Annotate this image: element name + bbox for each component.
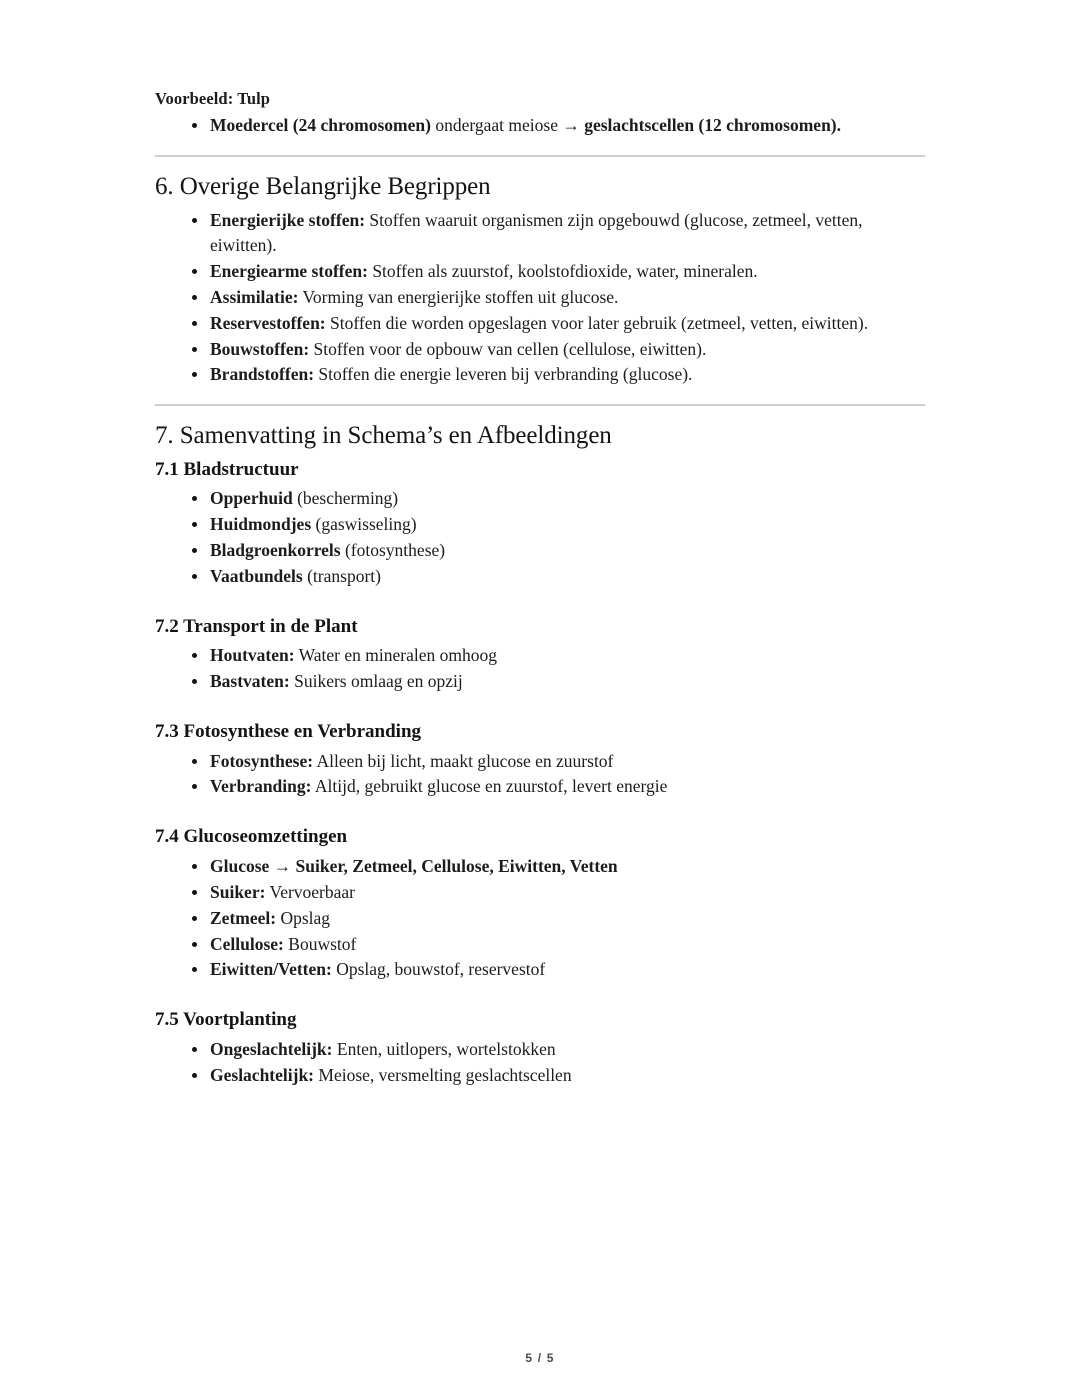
section-divider bbox=[155, 155, 925, 157]
section-6-bullet-list bbox=[155, 208, 930, 387]
list-item-term: Huidmondjes bbox=[210, 514, 312, 535]
list-item-term: Cellulose: bbox=[210, 933, 284, 954]
list-item-text: (bescherming) bbox=[292, 488, 399, 509]
list-item bbox=[192, 1037, 930, 1062]
subsection-bullet-list bbox=[155, 486, 930, 588]
intro-bullet-list bbox=[155, 113, 930, 138]
list-item-term: Opperhuid bbox=[210, 488, 293, 509]
subsection-bullet-list bbox=[155, 1037, 930, 1088]
list-item-text: ondergaat meiose → bbox=[430, 115, 585, 136]
list-item-term: Bladgroenkorrels bbox=[210, 539, 341, 560]
list-item-term: Fotosynthese: bbox=[210, 750, 314, 771]
list-item-tail: . bbox=[836, 115, 842, 136]
list-item-term: Reservestoffen: bbox=[210, 312, 326, 333]
page-number-footer: 5 / 5 bbox=[525, 1351, 555, 1365]
list-item-text: Bouwstof bbox=[283, 933, 357, 954]
list-item-term: Zetmeel: bbox=[210, 907, 277, 928]
list-item-text: Opslag bbox=[276, 907, 331, 928]
subsection-heading: 7.3 Fotosynthese en Verbranding bbox=[155, 720, 422, 742]
list-item bbox=[192, 932, 930, 957]
list-item-term: Houtvaten: bbox=[210, 645, 295, 666]
list-item bbox=[192, 311, 930, 336]
list-item bbox=[192, 113, 930, 138]
list-item bbox=[192, 538, 930, 563]
voorbeeld-label: Voorbeeld: Tulp bbox=[155, 89, 271, 108]
list-item-term: Energierijke stoffen: bbox=[210, 210, 366, 231]
subsection-7-3 bbox=[155, 720, 930, 799]
list-item-text: (fotosynthese) bbox=[340, 539, 446, 560]
list-item-term: Verbranding: bbox=[210, 776, 312, 797]
list-item-text: Stoffen voor de opbouw van cellen (cellulose, eiwitten). bbox=[309, 338, 707, 359]
list-item-text: Altijd, gebruikt glucose en zuurstof, levert energie bbox=[311, 776, 668, 797]
subsection-7-2 bbox=[155, 615, 930, 694]
list-item-text: Stoffen waaruit organismen zijn opgebouwd (glucose, zetmeel, vetten, eiwitten). bbox=[210, 210, 863, 256]
list-item bbox=[192, 362, 930, 387]
list-item-text: Meiose, versmelting geslachtscellen bbox=[314, 1064, 572, 1085]
list-item-term: Bastvaten: bbox=[210, 671, 290, 692]
list-item bbox=[192, 564, 930, 589]
subsection-heading: 7.2 Transport in de Plant bbox=[155, 615, 358, 637]
page-content bbox=[155, 88, 930, 1089]
subsection-heading: 7.1 Bladstructuur bbox=[155, 458, 299, 480]
list-item-text: Stoffen als zuurstof, koolstofdioxide, water, mineralen. bbox=[367, 261, 758, 282]
list-item bbox=[192, 854, 930, 879]
list-item-term: Geslachtelijk: bbox=[210, 1064, 315, 1085]
list-item-text: Opslag, bouwstof, reservestof bbox=[331, 959, 546, 980]
list-item-term: Bouwstoffen: bbox=[210, 338, 310, 359]
subsection-bullet-list bbox=[155, 749, 930, 800]
section-divider bbox=[155, 404, 925, 406]
list-item bbox=[192, 880, 930, 905]
list-item bbox=[192, 337, 930, 362]
list-item-text: Water en mineralen omhoog bbox=[294, 645, 497, 666]
list-item-term: Assimilatie: bbox=[210, 286, 299, 307]
subsection-bullet-list bbox=[155, 854, 930, 982]
list-item bbox=[192, 259, 930, 284]
list-item-term: Glucose → Suiker, Zetmeel, Cellulose, Eiwitten, Vetten bbox=[210, 856, 618, 877]
list-item bbox=[192, 749, 930, 774]
list-item bbox=[192, 774, 930, 799]
list-item-text: Stoffen die worden opgeslagen voor later gebruik (zetmeel, vetten, eiwitten). bbox=[325, 312, 869, 333]
list-item-term: Eiwitten/Vetten: bbox=[210, 959, 332, 980]
list-item-term: Moedercel (24 chromosomen) bbox=[210, 115, 431, 136]
list-item bbox=[192, 643, 930, 668]
page-title-section-7: 7. Samenvatting in Schema’s en Afbeeldingen bbox=[155, 422, 612, 450]
list-item-text: Stoffen die energie leveren bij verbranding (glucose). bbox=[314, 364, 693, 385]
list-item-term: Suiker: bbox=[210, 881, 266, 902]
list-item bbox=[192, 208, 930, 258]
page-title-section-6: 6. Overige Belangrijke Begrippen bbox=[155, 173, 491, 201]
subsection-heading: 7.5 Voortplanting bbox=[155, 1009, 297, 1031]
list-item bbox=[192, 285, 930, 310]
subsection-heading: 7.4 Glucoseomzettingen bbox=[155, 826, 348, 848]
list-item bbox=[192, 512, 930, 537]
list-item bbox=[192, 1063, 930, 1088]
list-item-text: Alleen bij licht, maakt glucose en zuurstof bbox=[313, 750, 614, 771]
list-item-text: Enten, uitlopers, wortelstokken bbox=[332, 1038, 556, 1059]
subsection-bullet-list bbox=[155, 643, 930, 694]
subsection-7-4 bbox=[155, 825, 930, 982]
list-item-term-secondary: geslachtscellen (12 chromosomen) bbox=[584, 115, 837, 136]
subsection-7-5 bbox=[155, 1008, 930, 1087]
list-item-text: Vervoerbaar bbox=[265, 881, 355, 902]
list-item-text: Vorming van energierijke stoffen uit glucose. bbox=[298, 286, 619, 307]
list-item bbox=[192, 669, 930, 694]
list-item-term: Vaatbundels bbox=[210, 565, 303, 586]
list-item-term: Ongeslachtelijk: bbox=[210, 1038, 333, 1059]
list-item bbox=[192, 906, 930, 931]
list-item-term: Brandstoffen: bbox=[210, 364, 315, 385]
list-item-text: (gaswisseling) bbox=[311, 514, 417, 535]
subsection-7-1 bbox=[155, 458, 930, 589]
list-item bbox=[192, 957, 930, 982]
list-item-term: Energiearme stoffen: bbox=[210, 261, 368, 282]
list-item bbox=[192, 486, 930, 511]
list-item-text: Suikers omlaag en opzij bbox=[289, 671, 463, 692]
list-item-text: (transport) bbox=[302, 565, 381, 586]
